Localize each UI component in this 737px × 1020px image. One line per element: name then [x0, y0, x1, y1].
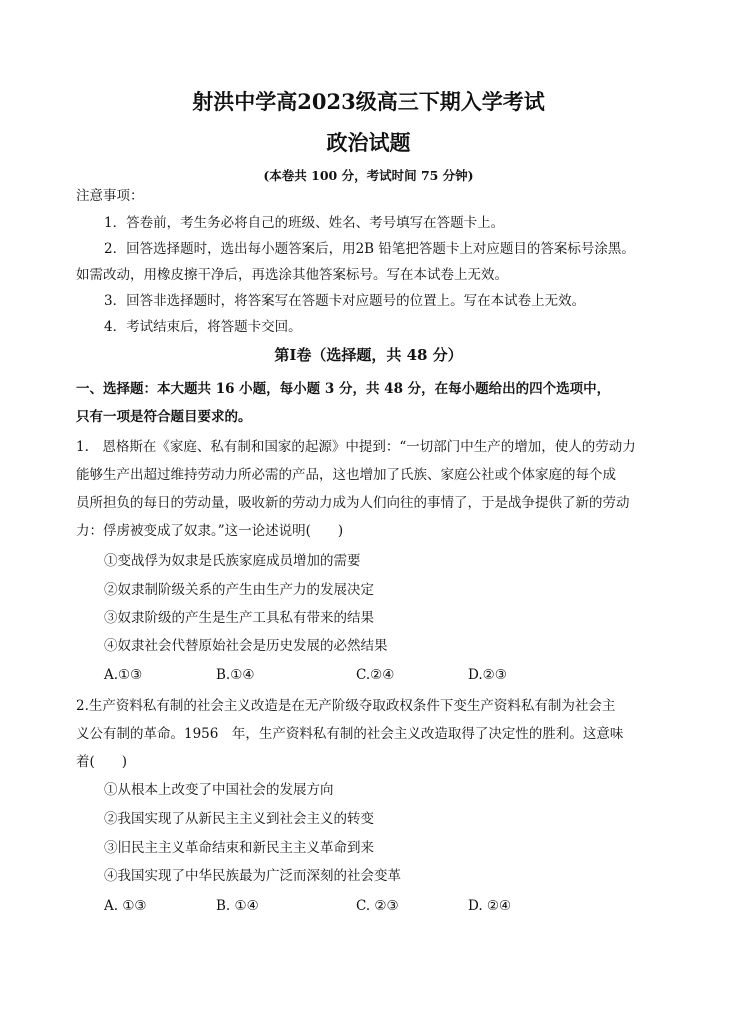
q2-option-c: C. ②③ [356, 898, 399, 914]
exam-info: (本卷共 100 分，考试时间 75 分钟) [263, 168, 474, 183]
q2-statement-4: ④我国实现了中华民族最为广泛而深刻的社会变革 [104, 868, 401, 884]
q1-stem-line-2: 能够生产出超过维持劳动力所必需的产品，这也增加了氏族、家庭公社或个体家庭的每个成 [76, 467, 616, 483]
q1-stem-line-3: 员所担负的每日的劳动量，吸收新的劳动力成为人们向往的事情了，于是战争提供了新的劳动 [76, 495, 630, 511]
q1-stem-line-1: 1. 恩格斯在《家庭、私有制和国家的起源》中提到：“一切部门中生产的增加，使人的劳动力 [76, 439, 636, 455]
q1-option-a: A.①③ [104, 667, 143, 683]
notice-item-2b: 如需改动，用橡皮擦干净后，再选涂其他答案标号。写在本试卷上无效。 [76, 267, 508, 283]
q2-statement-1: ①从根本上改变了中国社会的发展方向 [104, 782, 334, 798]
notice-item-4: 4．考试结束后，将答题卡交回。 [104, 319, 302, 335]
q2-stem-line-2: 义公有制的革命。1956 年，生产资料私有制的社会主义改造取得了决定性的胜利。这意味 [76, 726, 624, 742]
section-title: 第Ⅰ卷（选择题，共 48 分） [274, 346, 463, 364]
notice-item-3: 3．回答非选择题时，将答案写在答题卡对应题号的位置上。写在本试卷上无效。 [104, 293, 586, 309]
exam-title: 射洪中学高2023级高三下期入学考试 [192, 89, 545, 114]
q2-option-a: A. ①③ [104, 898, 147, 914]
q1-statement-1: ①变战俘为奴隶是氏族家庭成员增加的需要 [104, 553, 361, 569]
section-instructions-a: 一、选择题：本大题共 16 小题，每小题 3 分，共 48 分，在每小题给出的四个选项中， [76, 381, 611, 397]
q2-stem-line-1: 2.生产资料私有制的社会主义改造是在无产阶级夺取政权条件下变生产资料私有制为社会主 [76, 698, 616, 714]
q2-statement-2: ②我国实现了从新民主主义到社会主义的转变 [104, 811, 374, 827]
notice-item-2a: 2．回答选择题时，选出每小题答案后，用2B 铅笔把答题卡上对应题目的答案标号涂黑。 [104, 241, 635, 257]
q1-option-c: C.②④ [356, 667, 395, 683]
q1-option-d: D.②③ [468, 667, 507, 683]
subject-title: 政治试题 [326, 130, 411, 155]
q2-stem-line-3: 着( ) [76, 754, 128, 770]
q1-option-b: B.①④ [216, 667, 255, 683]
q1-statement-4: ④奴隶社会代替原始社会是历史发展的必然结果 [104, 638, 388, 654]
q1-stem-line-4: 力：俘虏被变成了奴隶。”这一论述说明( ) [76, 523, 344, 539]
q1-statement-3: ③奴隶阶级的产生是生产工具私有带来的结果 [104, 610, 374, 626]
q1-statement-2: ②奴隶制阶级关系的产生由生产力的发展决定 [104, 582, 374, 598]
q2-option-d: D. ②④ [468, 898, 512, 914]
q2-option-b: B. ①④ [216, 898, 259, 914]
q2-statement-3: ③旧民主主义革命结束和新民主主义革命到来 [104, 840, 374, 856]
notice-heading: 注意事项： [76, 188, 144, 204]
notice-item-1: 1．答卷前，考生务必将自己的班级、姓名、考号填写在答题卡上。 [104, 215, 505, 231]
section-instructions-b: 只有一项是符合题目要求的。 [76, 409, 252, 425]
